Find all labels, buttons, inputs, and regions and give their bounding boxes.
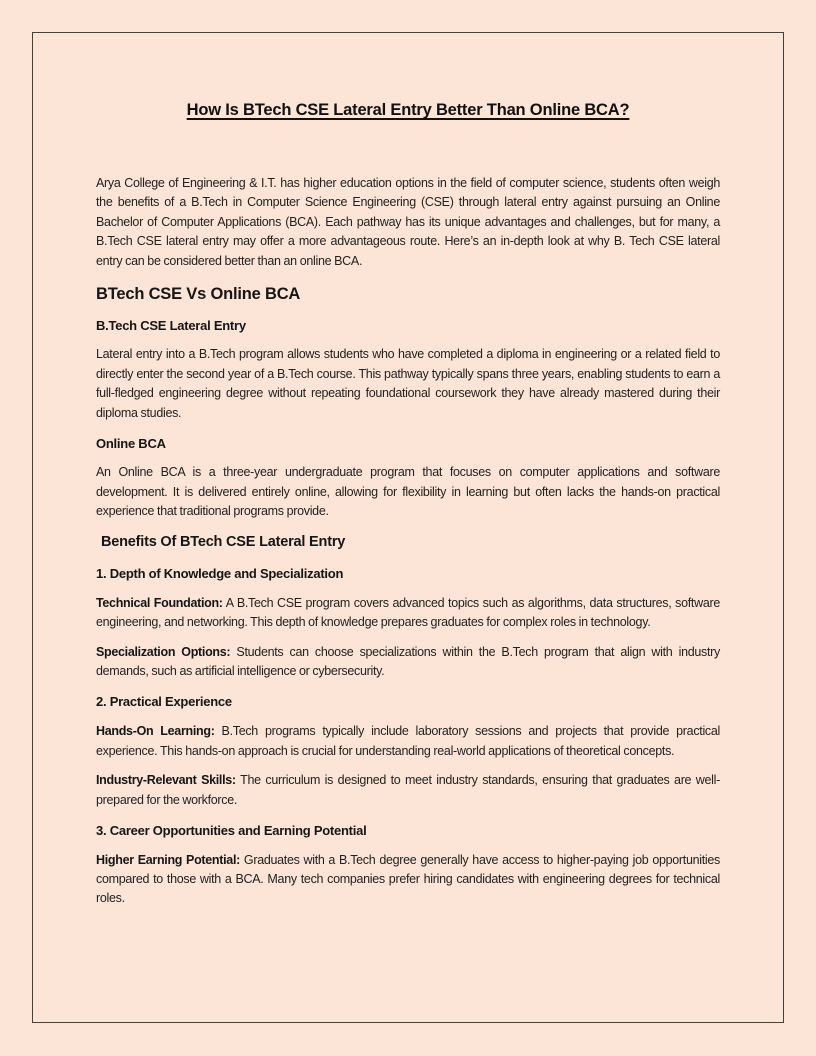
paragraph-hands-on-learning — [96, 722, 720, 761]
paragraph-online-bca: An Online BCA is a three-year undergraduate program that focuses on computer applications and software development. It is delivered entirely online, allowing for flexibility in learning but often lacks the hands-on practical experience that traditional programs provide. — [96, 465, 720, 519]
paragraph-text-technical-foundation: A B.Tech CSE program covers advanced topics such as algorithms, data structures, software engineering, and networking. This depth of knowledge prepares graduates for complex roles in technology. — [96, 595, 720, 629]
heading-online-bca: Online BCA — [96, 435, 166, 451]
paragraph-higher-earning-potential — [96, 851, 720, 909]
heading-benefits: Benefits Of BTech CSE Lateral Entry — [101, 534, 346, 551]
paragraph-text-hands-on-learning: B.Tech programs typically include laboratory sessions and projects that provide practical experience. This hands-on approach is crucial for understanding real-world applications of theoretical concepts. — [96, 724, 720, 758]
paragraph-industry-relevant-skills — [96, 771, 720, 810]
heading-benefit-3: 3. Career Opportunities and Earning Potential — [96, 822, 367, 838]
page-title: How Is BTech CSE Lateral Entry Better Than Online BCA? — [186, 101, 630, 119]
paragraph-lead-industry-relevant-skills: Industry-Relevant Skills: — [96, 773, 236, 788]
heading-benefit-2: 2. Practical Experience — [96, 694, 232, 710]
paragraph-specialization-options — [96, 643, 720, 682]
document-page — [96, 96, 720, 919]
intro-paragraph: Arya College of Engineering & I.T. has higher education options in the field of computer science, students often weigh the benefits of a B.Tech in Computer Science Engineering (CSE) through lateral entry against pursuing an Online Bachelor of Computer Applications (BCA). Each pathway has its unique advantages and challenges, but for many, a B.Tech CSE lateral entry may offer a more advantageous route. Here’s an in-depth look at why B. Tech CSE lateral entry can be considered better than an online BCA. — [96, 176, 720, 268]
heading-btech-lateral-entry: B.Tech CSE Lateral Entry — [96, 317, 246, 333]
paragraph-text-industry-relevant-skills: The curriculum is designed to meet industry standards, ensuring that graduates are well-prepared for the workforce. — [96, 773, 720, 807]
paragraph-text-specialization-options: Students can choose specializations within the B.Tech program that align with industry demands, such as artificial intelligence or cybersecurity. — [96, 644, 720, 679]
paragraph-lead-higher-earning-potential: Higher Earning Potential: — [96, 852, 240, 867]
paragraph-lead-specialization-options: Specialization Options: — [96, 644, 231, 659]
paragraph-technical-foundation — [96, 594, 720, 633]
paragraph-lead-technical-foundation: Technical Foundation: — [96, 595, 223, 610]
heading-btech-vs-bca: BTech CSE Vs Online BCA — [96, 284, 301, 303]
paragraph-lateral-entry: Lateral entry into a B.Tech program allows students who have completed a diploma in engineering or a related field to directly enter the second year of a B.Tech course. This pathway typically spans three years, enabling students to earn a full-fledged engineering degree without repeating foundational coursework they have already mastered during their diploma studies. — [96, 347, 720, 420]
paragraph-lead-hands-on-learning: Hands-On Learning: — [96, 724, 215, 739]
heading-benefit-1: 1. Depth of Knowledge and Specialization — [96, 565, 344, 581]
paragraph-text-higher-earning-potential: Graduates with a B.Tech degree generally have access to higher-paying job opportunities compared to those with a BCA. Many tech companies prefer hiring candidates with engineering degrees for technical roles. — [96, 852, 720, 906]
